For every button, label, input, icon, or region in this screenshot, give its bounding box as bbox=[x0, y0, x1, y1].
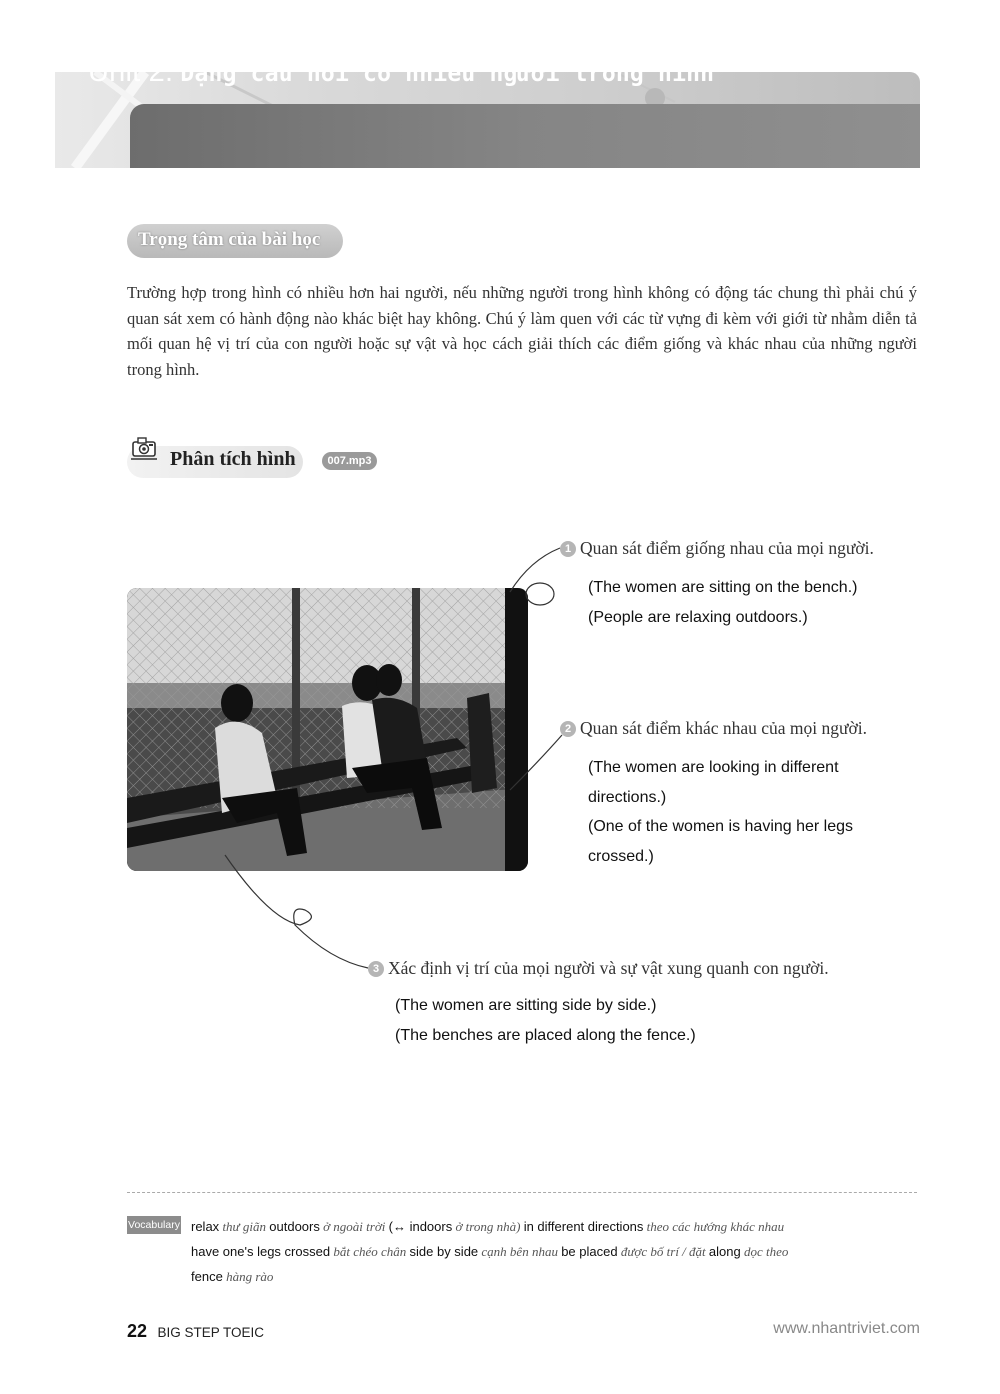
vocab-meaning: được bố trí / đặt bbox=[620, 1244, 706, 1259]
point-number: 1 bbox=[560, 541, 576, 557]
focus-label: Trọng tâm của bài học bbox=[138, 229, 321, 250]
example-line: (The women are sitting side by side.) bbox=[395, 997, 657, 1014]
example-line: crossed.) bbox=[588, 847, 654, 865]
vocabulary-divider bbox=[127, 1192, 917, 1193]
focus-paragraph: Trường hợp trong hình có nhiều hơn hai người, nếu những người trong hình không có động tác chung thì phải chú ý quan sát xem có hành động nào khác biệt hay không. Chú ý làm quen với các từ vựng đi kèm với giới từ nhằm diễn tả mối quan hệ vị trí của con người hoặc sự vật và học cách giải thích các điểm giống và khác nhau của những người trong hình. bbox=[127, 283, 917, 379]
point-number: 2 bbox=[560, 721, 576, 737]
vocab-term: be placed bbox=[561, 1244, 618, 1259]
publisher-website[interactable]: www.nhantriviet.com bbox=[773, 1320, 920, 1337]
vocab-meaning: bắt chéo chân bbox=[333, 1244, 407, 1259]
audio-track-badge[interactable]: 007.mp3 bbox=[322, 452, 377, 470]
camera-icon bbox=[130, 432, 160, 462]
vocab-term: have one's legs crossed bbox=[191, 1244, 331, 1259]
analysis-point-2 bbox=[560, 718, 867, 739]
vocab-meaning: ở trong nhà) bbox=[455, 1219, 521, 1234]
unit-label: Unit 2. bbox=[88, 56, 174, 88]
point-number: 3 bbox=[368, 961, 384, 977]
example-line: (The women are sitting on the bench.) bbox=[588, 579, 858, 596]
vocabulary-list bbox=[191, 1214, 891, 1289]
vocab-term: side by side bbox=[409, 1244, 479, 1259]
point-text: Quan sát điểm khác nhau của mọi người. bbox=[580, 718, 867, 738]
banner-title-bar bbox=[130, 104, 920, 168]
vocab-term: outdoors bbox=[269, 1219, 320, 1234]
example-sentences-1 bbox=[588, 573, 857, 632]
vocabulary-badge: Vocabulary bbox=[127, 1216, 181, 1234]
page-number: 22 bbox=[127, 1321, 148, 1341]
unit-title: Dạng câu hỏi có nhiều người trong hình bbox=[180, 61, 715, 87]
example-sentences-2 bbox=[588, 753, 853, 871]
example-sentences-3 bbox=[395, 991, 696, 1050]
analysis-point-3 bbox=[368, 958, 829, 979]
vocab-term: in different directions bbox=[523, 1219, 644, 1234]
analysis-label: Phân tích hình bbox=[170, 448, 296, 470]
example-line: (The women are looking in different bbox=[588, 759, 839, 776]
vocab-term: (↔ indoors bbox=[388, 1219, 453, 1234]
example-line: (One of the women is having her legs bbox=[588, 818, 854, 835]
vocab-term: relax bbox=[191, 1219, 220, 1234]
page-footer bbox=[127, 1321, 264, 1342]
point-text: Quan sát điểm giống nhau của mọi người. bbox=[580, 538, 874, 558]
page-title bbox=[88, 56, 714, 89]
book-title: BIG STEP TOEIC bbox=[157, 1325, 265, 1340]
vocab-meaning: theo các hướng khác nhau bbox=[646, 1219, 785, 1234]
point-text: Xác định vị trí của mọi người và sự vật xung quanh con người. bbox=[388, 958, 829, 978]
vocab-meaning: thư giãn bbox=[222, 1219, 267, 1234]
vocab-term: along bbox=[708, 1244, 741, 1259]
vocab-meaning: dọc theo bbox=[743, 1244, 789, 1259]
example-line: (People are relaxing outdoors.) bbox=[588, 608, 808, 626]
vocab-meaning: cạnh bên nhau bbox=[481, 1244, 558, 1259]
vocab-meaning: hàng rào bbox=[226, 1269, 274, 1284]
photo-women-on-bench bbox=[127, 588, 528, 871]
vocab-term: fence bbox=[191, 1269, 223, 1284]
analysis-point-1 bbox=[560, 538, 874, 559]
vocab-meaning: ở ngoài trời bbox=[323, 1219, 386, 1234]
example-line: (The benches are placed along the fence.) bbox=[395, 1026, 696, 1044]
example-line: directions.) bbox=[588, 788, 667, 806]
